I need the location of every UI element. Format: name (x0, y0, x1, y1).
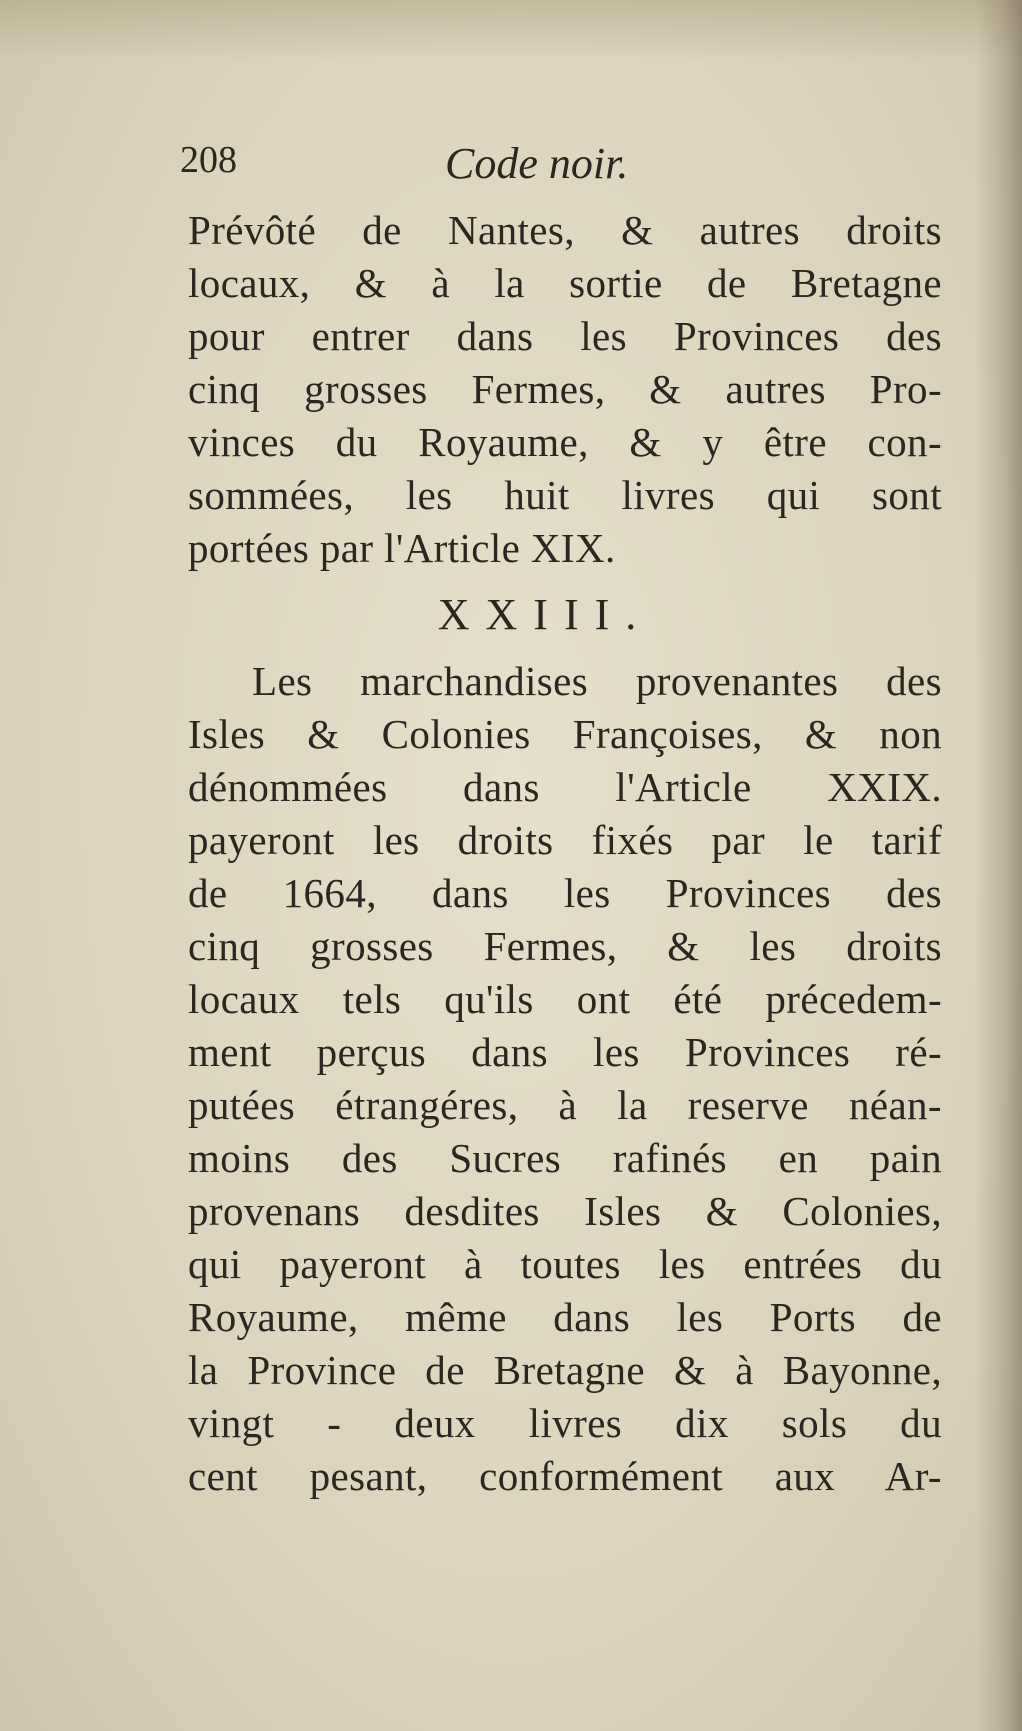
text-line: cinq grosses Fermes, & les droits (188, 923, 942, 969)
text-line: la Province de Bretagne & à Bayonne, (188, 1347, 942, 1393)
text-line: ment perçus dans les Provinces ré- (188, 1029, 942, 1075)
text-line: de 1664, dans les Provinces des (188, 870, 942, 916)
text-line: cinq grosses Fermes, & autres Pro- (188, 366, 942, 412)
text-line: qui payeront à toutes les entrées du (188, 1241, 942, 1287)
text-line: locaux, & à la sortie de Bretagne (188, 260, 942, 306)
text-line: vinces du Royaume, & y être con- (188, 419, 942, 465)
text-line: Prévôté de Nantes, & autres droits (188, 207, 942, 253)
text-line: vingt - deux livres dix sols du (188, 1400, 942, 1446)
text-line: putées étrangéres, à la reserve néan- (188, 1082, 942, 1128)
text-line: pour entrer dans les Provinces des (188, 313, 942, 359)
text-line: Les marchandises provenantes des (252, 658, 942, 704)
running-title: Code noir. (445, 139, 629, 188)
text-line: locaux tels qu'ils ont été précedem- (188, 976, 942, 1022)
text-line: moins des Sucres rafinés en pain (188, 1135, 942, 1181)
page-number: 208 (180, 139, 237, 181)
text-line: Royaume, même dans les Ports de (188, 1294, 942, 1340)
text-line: dénommées dans l'Article XXIX. (188, 764, 942, 810)
page-header (180, 138, 920, 198)
text-line: sommées, les huit livres qui sont (188, 472, 942, 518)
page-shadow-top (0, 0, 1022, 60)
body-text (188, 204, 942, 1503)
text-line: Isles & Colonies Françoises, & non (188, 711, 942, 757)
text-line: portées par l'Article XIX. (188, 525, 616, 571)
text-line: payeront les droits fixés par le tarif (188, 817, 942, 863)
text-line: cent pesant, conformément aux Ar- (188, 1453, 942, 1499)
section-heading: XXIII. (437, 590, 653, 639)
text-line: provenans desdites Isles & Colonies, (188, 1188, 942, 1234)
page-gutter-shadow (976, 0, 1022, 1731)
